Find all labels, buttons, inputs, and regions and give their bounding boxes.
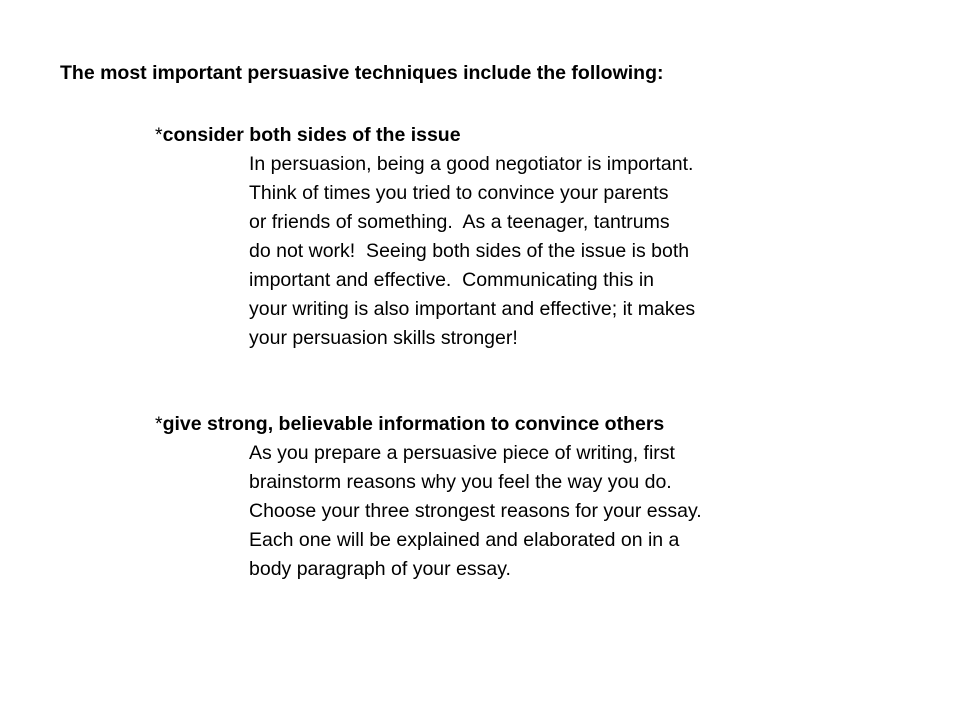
technique-description <box>249 150 695 353</box>
technique-title <box>155 121 695 150</box>
description-line: or friends of something. As a teenager, tantrums <box>249 211 670 233</box>
technique-strong-information <box>155 410 702 584</box>
description-line: brainstorm reasons why you feel the way you do. <box>249 471 672 493</box>
technique-title-text: give strong, believable information to convince others <box>162 413 665 435</box>
technique-title <box>155 410 702 439</box>
description-line: body paragraph of your essay. <box>249 558 511 580</box>
description-line: your writing is also important and effective; it makes <box>249 298 696 320</box>
description-line: As you prepare a persuasive piece of writing, first <box>249 442 675 464</box>
description-line: do not work! Seeing both sides of the issue is both <box>249 240 690 262</box>
description-line: Choose your three strongest reasons for your essay. <box>249 500 702 522</box>
slide-heading: The most important persuasive techniques include the following: <box>60 62 664 84</box>
description-line: your persuasion skills stronger! <box>249 327 518 349</box>
bullet-marker: * <box>155 413 163 435</box>
technique-consider-both-sides <box>155 121 695 353</box>
description-line: Think of times you tried to convince your parents <box>249 182 669 204</box>
technique-title-text: consider both sides of the issue <box>162 124 461 146</box>
description-line: Each one will be explained and elaborated on in a <box>249 529 680 551</box>
description-line: important and effective. Communicating this in <box>249 269 655 291</box>
description-line: In persuasion, being a good negotiator is important. <box>249 153 694 175</box>
bullet-marker: * <box>155 124 163 146</box>
technique-description <box>249 439 702 584</box>
